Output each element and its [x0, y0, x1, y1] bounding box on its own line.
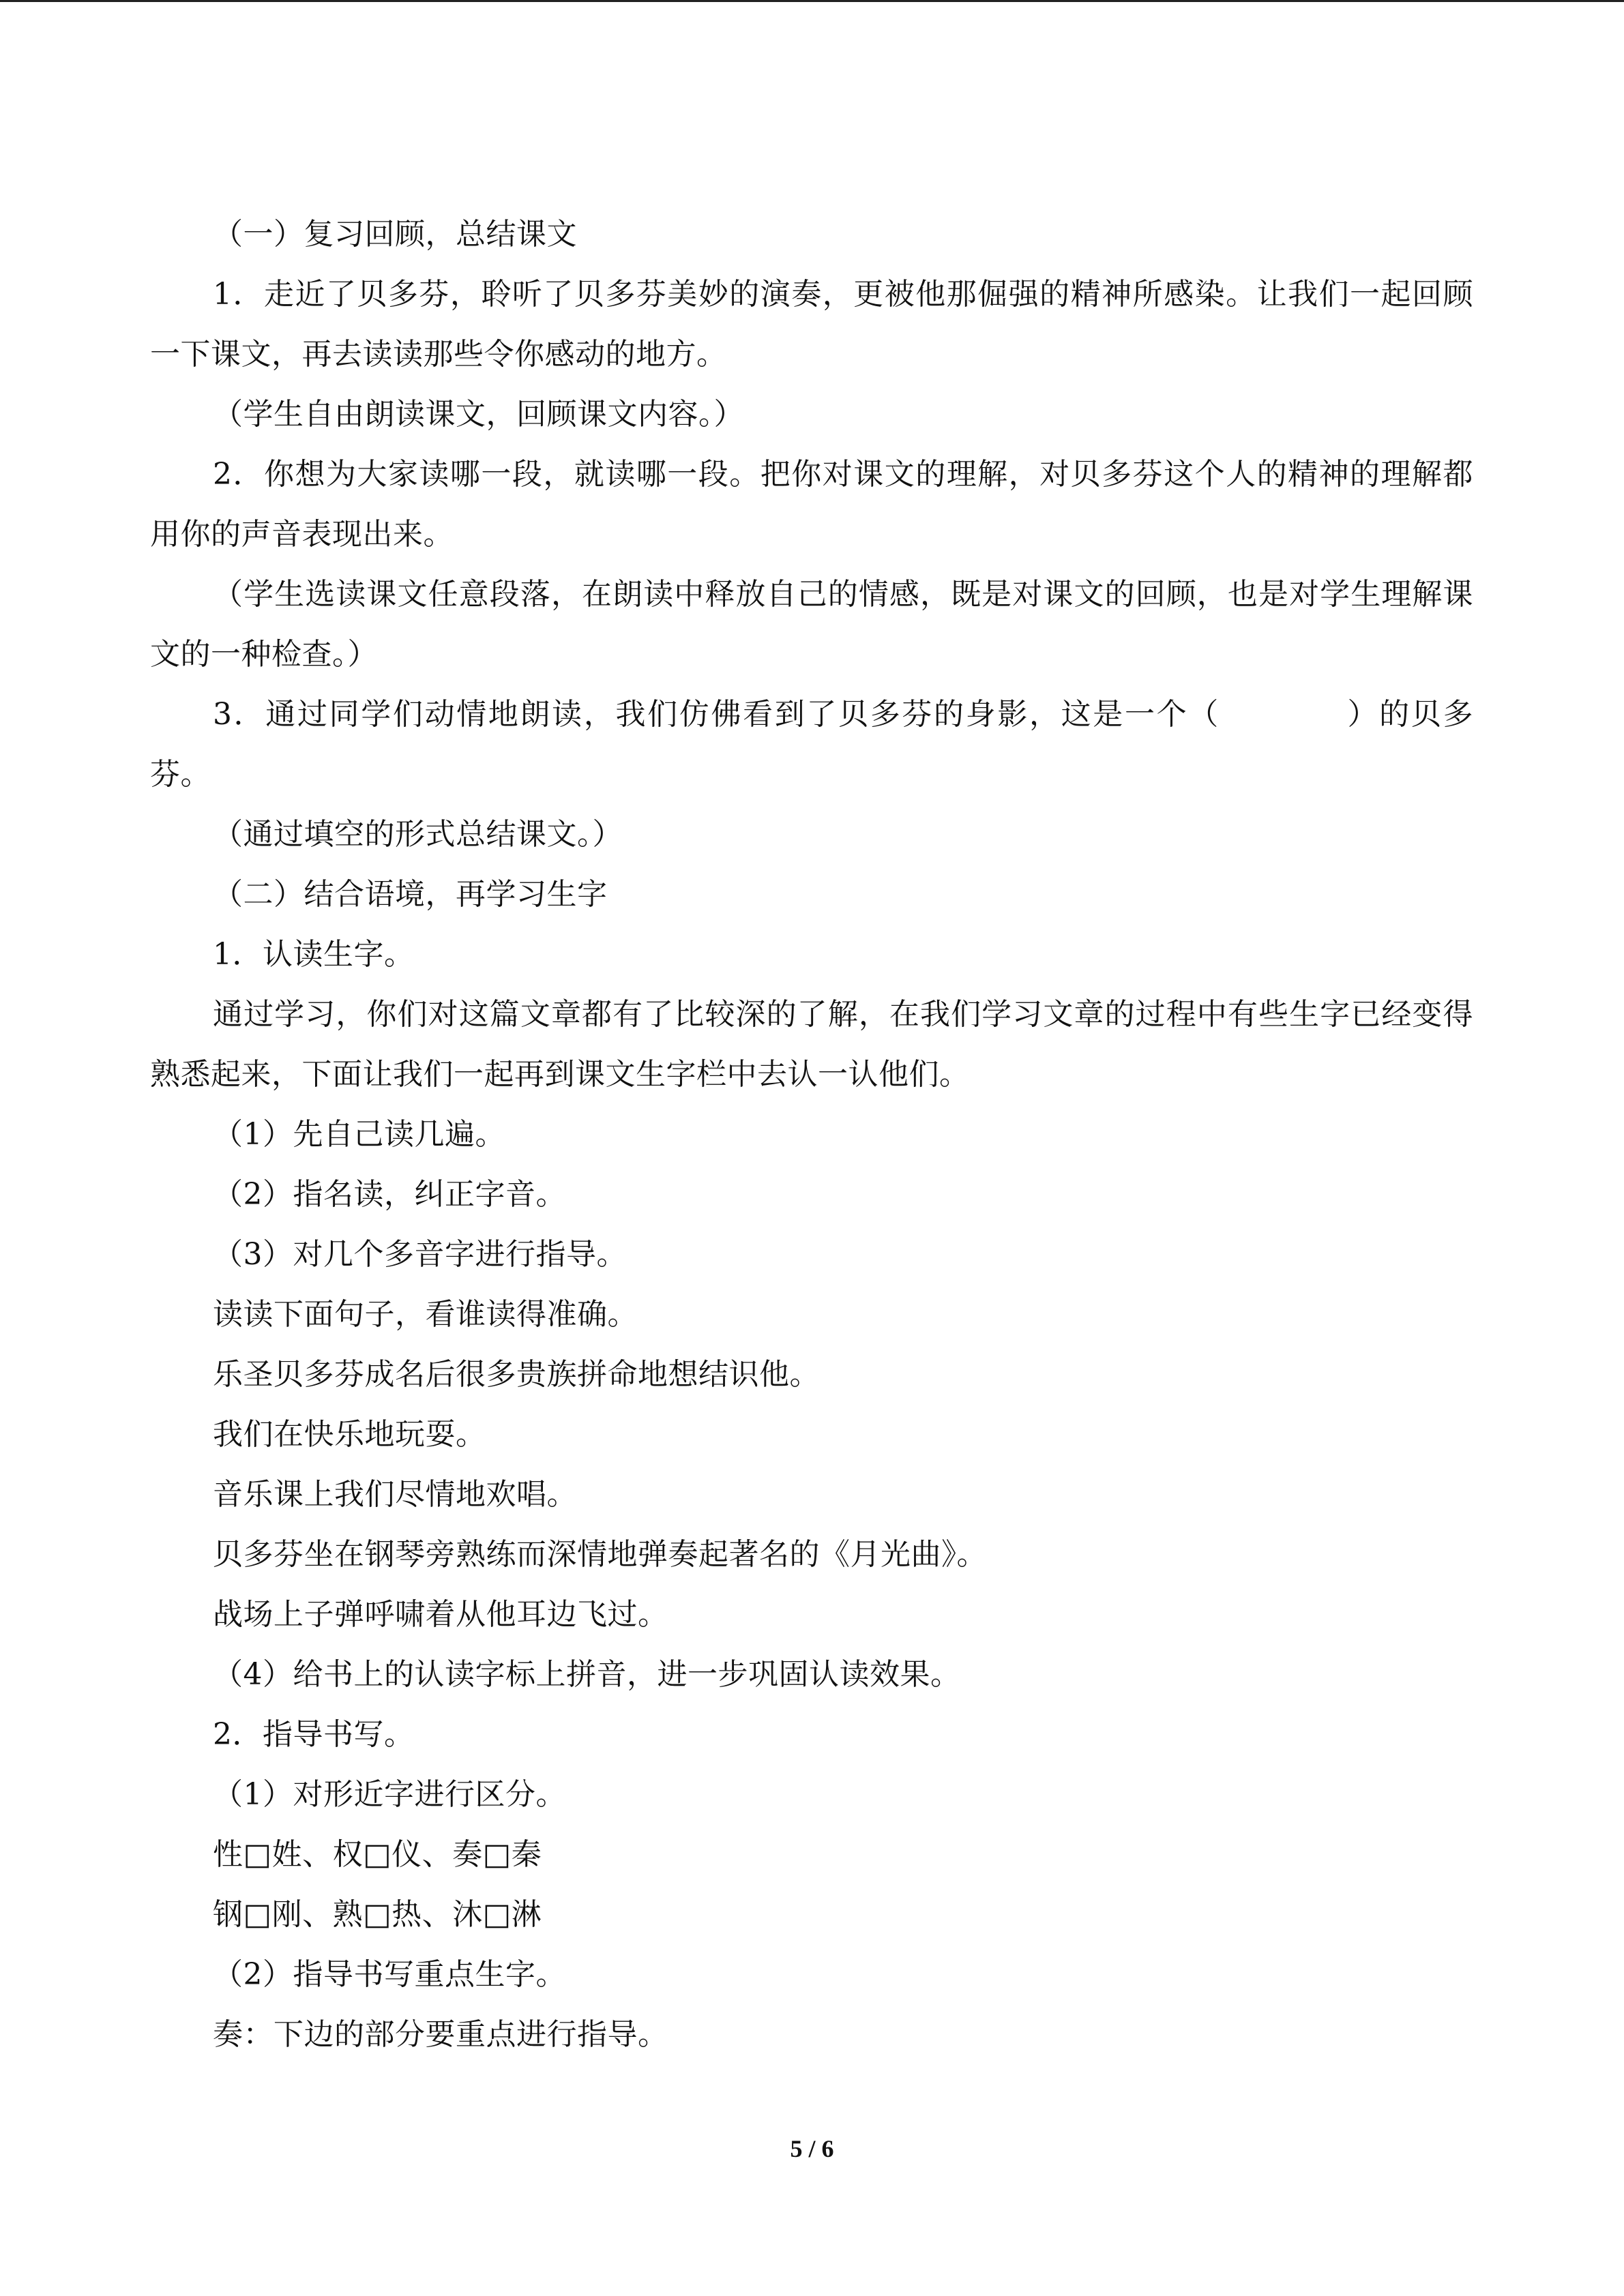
step-read-characters: 1．认读生字。 — [213, 937, 415, 972]
similar-characters-row-1: 性□姓、权□仪、奏□秦 — [213, 1837, 542, 1872]
note-1: （学生自由朗读课文，回顾课文内容。） — [213, 397, 744, 432]
top-border-line — [0, 0, 1624, 2]
writing-sub-step-2: （2）指导书写重点生字。 — [213, 1957, 566, 1992]
example-sentence-1: 乐圣贝多芬成名后很多贵族拼命地想结识他。 — [213, 1357, 820, 1392]
paragraph-1: 1．走近了贝多芬，聆听了贝多芬美妙的演奏，更被他那倔强的精神所感染。让我们一起回顾一下课文，再去读读那些令你感动的地方。 — [150, 277, 1473, 372]
example-sentence-3: 音乐课上我们尽情地欢唱。 — [213, 1477, 577, 1512]
document-body — [150, 205, 1473, 2065]
example-sentence-4: 贝多芬坐在钢琴旁熟练而深情地弹奏起著名的《月光曲》。 — [213, 1537, 987, 1572]
sub-step-2: （2）指名读，纠正字音。 — [213, 1177, 566, 1212]
sub-step-1: （1）先自己读几遍。 — [213, 1117, 505, 1152]
sub-step-3: （3）对几个多音字进行指导。 — [213, 1237, 627, 1272]
paragraph-4: 通过学习，你们对这篇文章都有了比较深的了解，在我们学习文章的过程中有些生字已经变得熟悉起来，下面让我们一起再到课文生字栏中去认一认他们。 — [150, 997, 1473, 1092]
example-sentence-2: 我们在快乐地玩耍。 — [213, 1417, 486, 1452]
section-heading-review: （一）复习回顾，总结课文 — [213, 217, 577, 252]
note-2: （学生选读课文任意段落，在朗读中释放自己的情感，既是对课文的回顾，也是对学生理解课文的一种检查。） — [150, 577, 1473, 672]
paragraph-3: 3．通过同学们动情地朗读，我们仿佛看到了贝多芬的身影，这是一个（ ）的贝多芬。 — [150, 697, 1473, 792]
example-sentence-5: 战场上子弹呼啸着从他耳边飞过。 — [213, 1597, 668, 1632]
writing-note: 奏：下边的部分要重点进行指导。 — [213, 2017, 668, 2052]
writing-sub-step-1: （1）对形近字进行区分。 — [213, 1777, 566, 1812]
section-heading-characters: （二）结合语境，再学习生字 — [213, 877, 608, 912]
step-writing-guidance: 2．指导书写。 — [213, 1717, 415, 1752]
note-3: （通过填空的形式总结课文。） — [213, 817, 623, 852]
paragraph-2: 2．你想为大家读哪一段，就读哪一段。把你对课文的理解，对贝多芬这个人的精神的理解都用你的声音表现出来。 — [150, 457, 1473, 552]
instruction-read-sentences: 读读下面句子，看谁读得准确。 — [213, 1297, 638, 1332]
similar-characters-row-2: 钢□刚、熟□热、沐□淋 — [213, 1897, 542, 1932]
sub-step-4: （4）给书上的认读字标上拼音，进一步巩固认读效果。 — [213, 1657, 961, 1692]
page-number: 5 / 6 — [790, 2135, 834, 2162]
